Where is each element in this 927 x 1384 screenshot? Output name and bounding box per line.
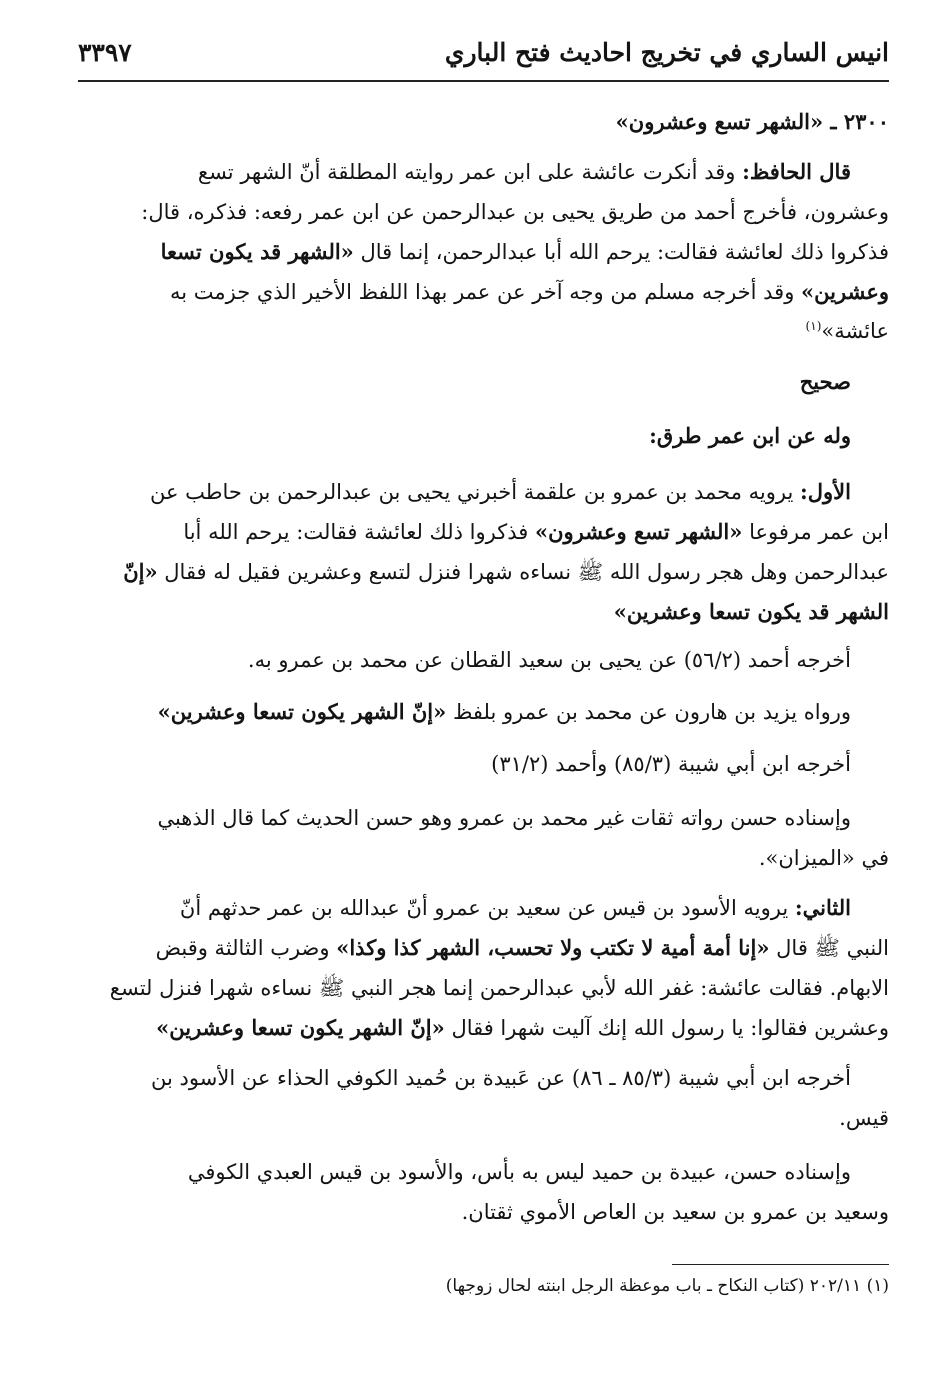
hafiz-line-2: وعشرون، فأخرج أحمد من طريق يحيى بن عبدالرحمن عن ابن عمر رفعه: فذكره، قال: bbox=[141, 200, 889, 224]
first-isnad-line-1: وإسناده حسن رواته ثقات غير محمد بن عمرو وهو حسن الحديث كما قال الذهبي bbox=[157, 806, 851, 830]
second-line-1: الثاني: يرويه الأسود بن قيس عن سعيد بن عمرو أنّ عبدالله بن عمر حدثهم أنّ bbox=[179, 895, 851, 920]
page-body bbox=[84, 102, 889, 1234]
footnote-rule bbox=[672, 1264, 889, 1265]
second-label: الثاني: bbox=[794, 895, 851, 920]
hafiz-label: قال الحافظ: bbox=[742, 159, 851, 184]
first-line-4: الشهر قد يكون تسعا وعشرين» bbox=[613, 599, 889, 624]
hadith-heading: ٢٣٠٠ ـ «الشهر تسع وعشرون» bbox=[615, 109, 889, 134]
first-riwaya: ورواه يزيد بن هارون عن محمد بن عمرو بلفظ «إنّ الشهر يكون تسعا وعشرين» bbox=[157, 699, 851, 724]
second-takhrij-line-2: قيس. bbox=[839, 1106, 889, 1130]
hafiz-line-3: فذكروا ذلك لعائشة فقالت: يرحم الله أبا عبدالرحمن، إنما قال «الشهر قد يكون تسعا bbox=[160, 239, 889, 264]
first-label: الأول: bbox=[800, 479, 851, 504]
second-takhrij-line-1: أخرجه ابن أبي شيبة (٨٥/٣ ـ ٨٦) عن عَبيدة بن حُميد الكوفي الحذاء عن الأسود بن bbox=[151, 1066, 851, 1090]
footnote: (١) ٢٠٢/١١ (كتاب النكاح ـ باب موعظة الرجل ابنته لحال زوجها) bbox=[445, 1276, 889, 1296]
header-rule bbox=[78, 80, 889, 82]
first-isnad-line-2: في «الميزان». bbox=[758, 846, 889, 870]
second-isnad-line-1: وإسناده حسن، عبيدة بن حميد ليس به بأس، والأسود بن قيس العبدي الكوفي bbox=[187, 1160, 851, 1184]
first-line-3: عبدالرحمن وهل هجر رسول الله ﷺ نساءه شهرا فنزل لتسع وعشرين فقيل له فقال «إنّ bbox=[123, 559, 889, 584]
page-number: ٣٣٩٧ bbox=[78, 38, 132, 67]
second-line-4: وعشرين فقالوا: يا رسول الله إنك آليت شهرا فقال «إنّ الشهر يكون تسعا وعشرين» bbox=[156, 1015, 889, 1040]
first-takhrij-1: أخرجه أحمد (٥٦/٢) عن يحيى بن سعيد القطان عن محمد بن عمرو به. bbox=[247, 648, 851, 672]
verdict-label: صحيح bbox=[799, 369, 851, 394]
first-takhrij-2: أخرجه ابن أبي شيبة (٨٥/٣) وأحمد (٣١/٢) bbox=[491, 752, 851, 776]
hafiz-line-4: وعشرين» وقد أخرجه مسلم من وجه آخر عن عمر بهذا اللفظ الأخير الذي جزمت به bbox=[169, 279, 889, 304]
book-title: انيس الساري في تخريج احاديث فتح الباري bbox=[444, 38, 889, 67]
hafiz-line-5: عائشة»$^{(١)}$ bbox=[805, 319, 889, 343]
footnote-marker: (١) bbox=[805, 319, 822, 333]
running-header bbox=[78, 32, 889, 84]
first-line-2: ابن عمر مرفوعا «الشهر تسع وعشرون» فذكروا ذلك لعائشة فقالت: يرحم الله أبا bbox=[183, 519, 889, 544]
second-line-2: النبي ﷺ قال «إنا أمة أمية لا تكتب ولا تحسب، الشهر كذا وكذا» وضرب الثالثة وقبض bbox=[155, 935, 889, 960]
first-line-1: الأول: يرويه محمد بن عمرو بن علقمة أخبرني يحيى بن عبدالرحمن بن حاطب عن bbox=[149, 479, 851, 504]
second-isnad-line-2: وسعيد بن عمرو بن سعيد بن العاص الأموي ثقتان. bbox=[461, 1200, 889, 1224]
routes-heading: وله عن ابن عمر طرق: bbox=[649, 423, 851, 448]
hafiz-line-1: قال الحافظ: وقد أنكرت عائشة على ابن عمر روايته المطلقة أنّ الشهر تسع bbox=[197, 159, 851, 184]
second-line-3: الابهام. فقالت عائشة: غفر الله لأبي عبدالرحمن إنما هجر النبي ﷺ نساءه شهرا فنزل لتسع bbox=[109, 976, 889, 1000]
